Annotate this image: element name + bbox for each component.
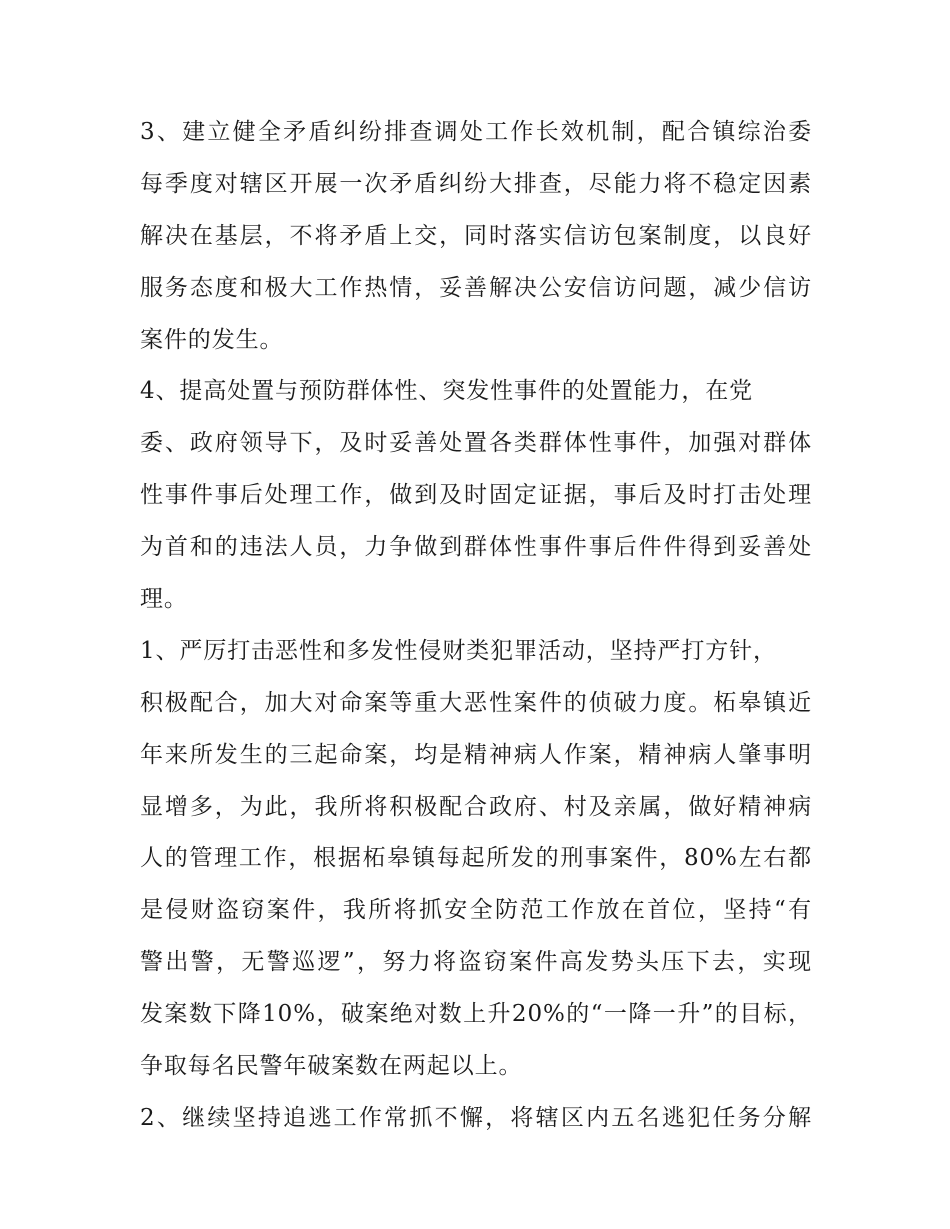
text-line: 警出警，无警巡逻”，努力将盗窃案件高发势头压下去，实现 <box>140 949 812 976</box>
text-line: 显增多，为此，我所将积极配合政府、村及亲属，做好精神病 <box>140 793 812 820</box>
text-line: 性事件事后处理工作，做到及时固定证据，事后及时打击处理 <box>140 482 812 509</box>
text-line: 4、提高处置与预防群体性、突发性事件的处置能力，在党 <box>140 378 754 405</box>
text-line: 2、继续坚持追逃工作常抓不懈，将辖区内五名逃犯任务分解 <box>140 1104 812 1131</box>
paragraph-dispute-mediation <box>140 107 812 366</box>
paragraph-mass-incident <box>140 366 812 625</box>
paragraph-fugitive-pursuit <box>140 1093 812 1145</box>
text-line: 理。 <box>140 586 188 613</box>
text-line: 案件的发生。 <box>140 326 284 353</box>
text-line: 1、严厉打击恶性和多发性侵财类犯罪活动，坚持严打方针， <box>140 637 777 664</box>
text-line: 争取每名民警年破案数在两起以上。 <box>140 1053 523 1080</box>
text-line: 年来所发生的三起命案，均是精神病人作案，精神病人肇事明 <box>140 741 812 768</box>
document-body <box>140 107 812 1145</box>
text-line: 人的管理工作，根据柘皋镇每起所发的刑事案件，80%左右都 <box>140 845 812 872</box>
text-line: 服务态度和极大工作热情，妥善解决公安信访问题，减少信访 <box>140 274 812 301</box>
text-line: 每季度对辖区开展一次矛盾纠纷大排查，尽能力将不稳定因素 <box>140 170 812 197</box>
text-line: 解决在基层，不将矛盾上交，同时落实信访包案制度，以良好 <box>140 222 812 249</box>
paragraph-crime-crackdown <box>140 626 812 1093</box>
text-line: 为首和的违法人员，力争做到群体性事件事后件件得到妥善处 <box>140 534 812 561</box>
text-line: 委、政府领导下，及时妥善处置各类群体性事件，加强对群体 <box>140 430 812 457</box>
text-line: 积极配合，加大对命案等重大恶性案件的侦破力度。柘皋镇近 <box>140 689 812 716</box>
text-line: 发案数下降10%，破案绝对数上升20%的“一降一升”的目标， <box>140 1001 812 1028</box>
text-line: 3、建立健全矛盾纠纷排查调处工作长效机制，配合镇综治委 <box>140 119 812 145</box>
text-line: 是侵财盗窃案件，我所将抓安全防范工作放在首位，坚持“有 <box>140 897 812 924</box>
